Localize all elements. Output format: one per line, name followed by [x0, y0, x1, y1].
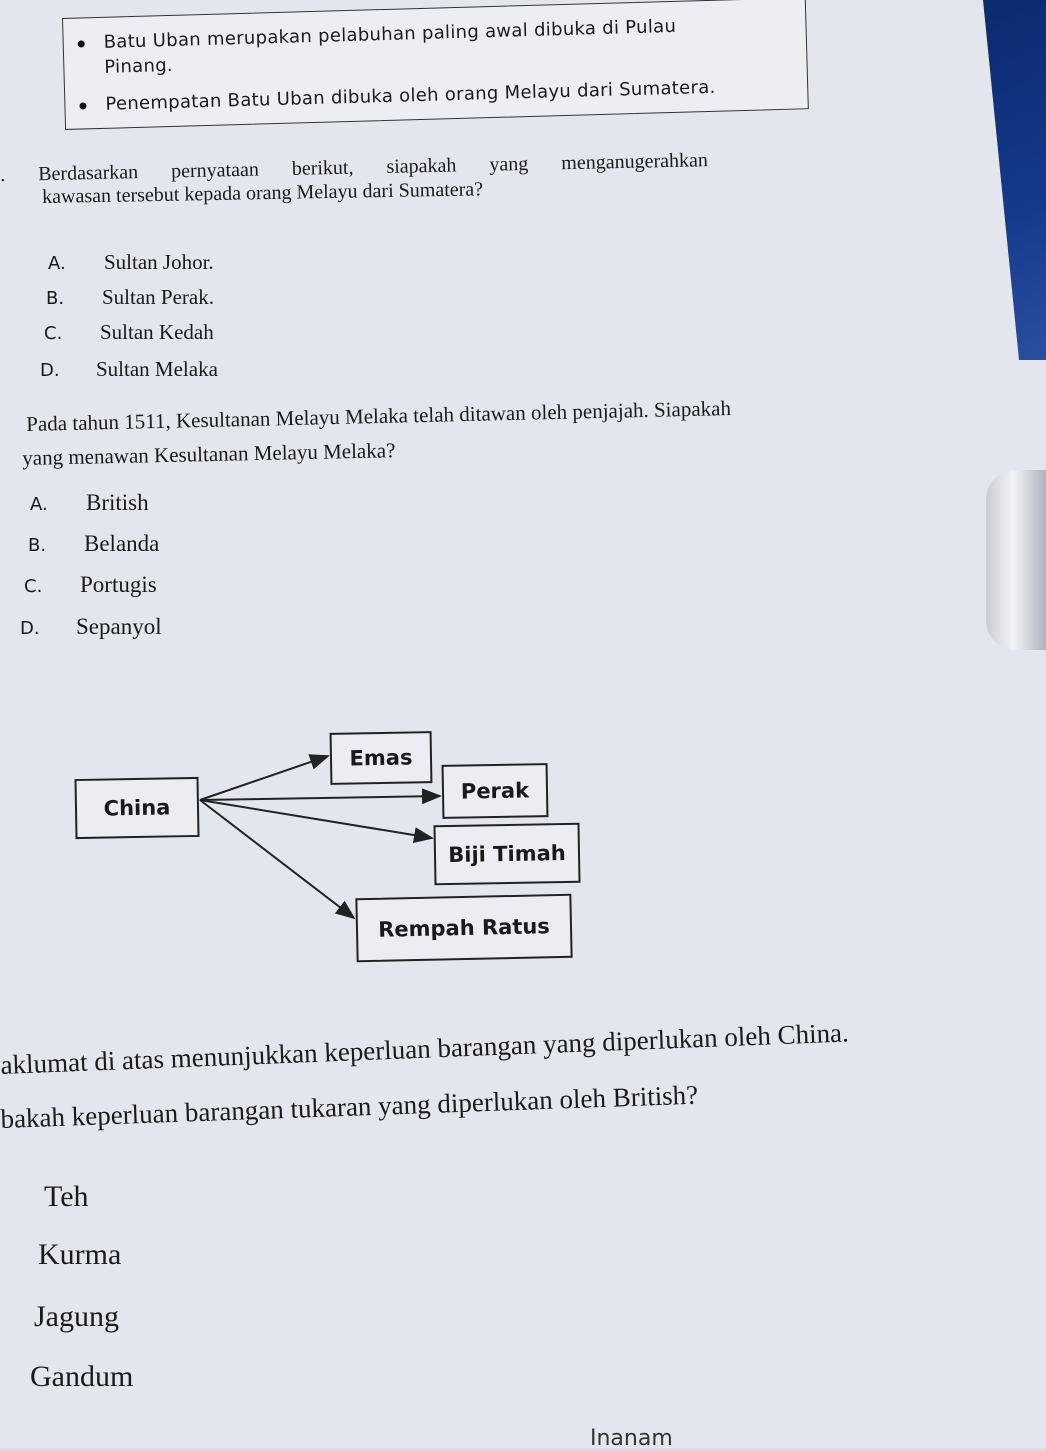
q1-line2: kawasan tersebut kepada orang Melayu dari Sumatera?: [42, 178, 484, 208]
q2-option-b-letter: B.: [28, 535, 47, 556]
arrow-china-emas: [200, 756, 328, 800]
q2-option-c-text: Portugis: [80, 572, 157, 597]
q1-option-b-letter: B.: [46, 288, 65, 309]
q2-option-a-text: British: [86, 490, 149, 515]
info-bullet-1-line2: Pinang.: [104, 54, 174, 78]
arrow-china-rempah-ratus: [200, 800, 354, 918]
q2-option-d-text: Sepanyol: [76, 614, 162, 639]
node-rempah-ratus: Rempah Ratus: [355, 894, 572, 963]
q1-option-c-text: Sultan Kedah: [100, 320, 214, 344]
q3-option-1[interactable]: Teh: [44, 1180, 89, 1213]
q2-option-c-letter: C.: [24, 576, 43, 597]
arrow-china-biji-timah: [200, 800, 432, 838]
node-perak: Perak: [442, 763, 549, 819]
q2-option-a-letter: A.: [30, 494, 48, 515]
q2-option-b-text: Belanda: [84, 531, 160, 556]
q1-option-b-text: Sultan Perak.: [102, 285, 214, 309]
footer-text: Inanam: [590, 1426, 673, 1451]
q1-option-c-letter: C.: [44, 323, 63, 344]
q2-option-d-letter: D.: [20, 618, 40, 639]
q3-option-4[interactable]: Gandum: [30, 1360, 134, 1393]
arrow-china-perak: [200, 796, 440, 800]
q3-line1: aklumat di atas menunjukkan keperluan barangan yang diperlukan oleh China.: [0, 1017, 850, 1080]
q1-line1: . Berdasarkan pernyataan berikut, siapakah yang menganugerahkan: [0, 149, 709, 186]
node-biji-timah: Biji Timah: [433, 823, 580, 886]
q3-line2: bakah keperluan barangan tukaran yang diperlukan oleh British?: [0, 1079, 699, 1134]
q1-option-d-letter: D.: [40, 360, 60, 381]
info-bullet-1-line1: Batu Uban merupakan pelabuhan paling awal dibuka di Pulau: [103, 15, 677, 53]
node-emas: Emas: [330, 731, 433, 785]
q3-option-3[interactable]: Jagung: [34, 1300, 119, 1333]
q2-line1: Pada tahun 1511, Kesultanan Melayu Melaka telah ditawan oleh penjajah. Siapakah: [26, 396, 732, 436]
node-china: China: [74, 777, 199, 839]
q1-option-d-text: Sultan Melaka: [96, 357, 218, 381]
q1-option-a-letter: A.: [48, 253, 66, 274]
q1-option-a-text: Sultan Johor.: [104, 250, 214, 274]
q3-option-2[interactable]: Kurma: [38, 1238, 122, 1271]
q2-line2: yang menawan Kesultanan Melayu Melaka?: [22, 438, 396, 470]
info-bullet-2: Penempatan Batu Uban dibuka oleh orang Melayu dari Sumatera.: [105, 76, 716, 115]
